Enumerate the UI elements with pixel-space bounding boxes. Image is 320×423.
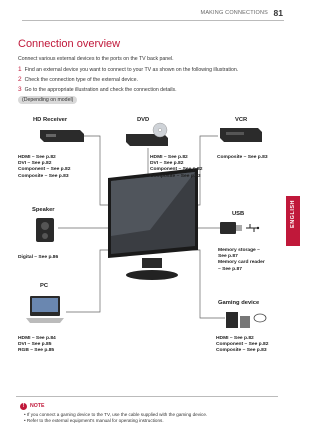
note-title: NOTE [30,403,45,409]
device-label-speaker: Speaker [32,207,55,213]
dvd-icon [126,123,168,146]
step-number: 2 [18,76,22,83]
spec-dvd: HDMI – See p.82 DVI – See p.82 Component – See p.82 Composite – See p.83 [150,155,203,179]
page-number: 81 [273,8,283,18]
model-note-badge: (Depending on model) [18,96,77,104]
spec-pc: HDMI – See p.84 DVI – See p.85 RGB – See p.85 [18,336,56,354]
device-label-dvd: DVD [137,117,150,123]
pc-cable [66,250,118,312]
hd-receiver-icon [40,130,84,142]
spec-vcr: Composite – See p.83 [217,155,268,160]
step-text: Find an external device you want to connect to your TV as shown on the following illustration. [24,67,239,73]
speaker-icon [36,218,54,242]
device-label-vcr: VCR [235,117,248,123]
step-text: Check the connection type of the external device. [24,77,138,83]
language-tab-label: ENGLISH [290,200,296,228]
intro-text: Connect various external devices to the ports on the TV back panel. [18,56,174,62]
page-title: Connection overview [18,38,121,50]
section-title: MAKING CONNECTIONS [200,10,268,16]
note-item-text: If you connect a gaming device to the TV, use the cable supplied with the gaming device. [26,412,208,417]
note-item: • If you connect a gaming device to the TV, use the cable supplied with the gaming device. [24,412,208,417]
spec-usb: Memory storage – See p.87 Memory card reader – See p.87 [218,248,265,272]
note-item: • Refer to the external equipment's manual for operating instructions. [24,418,164,423]
warning-icon: ! [20,403,27,410]
tv-icon [108,168,198,280]
device-label-usb: USB [232,211,245,217]
step-number: 3 [18,86,22,93]
spec-speaker: Digital – See p.86 [18,255,59,260]
device-label-pc: PC [40,283,49,289]
step-number: 1 [18,66,22,73]
spec-hd-receiver: HDMI – See p.82 DVI – See p.82 Component – See p.82 Composite – See p.83 [18,155,71,179]
vcr-icon [220,128,262,142]
device-label-gaming: Gaming device [218,300,260,306]
pc-icon [26,296,64,323]
spec-gaming: HDMI – See p.82 Component – See p.82 Composite – See p.83 [216,336,269,354]
device-label-hd-receiver: HD Receiver [33,117,68,123]
step-text: Go to the appropriate illustration and check the connection details. [24,87,177,93]
usb-icon [220,222,259,234]
gaming-device-icon [226,312,266,328]
note-item-text: Refer to the external equipment's manual for operating instructions. [26,418,164,423]
